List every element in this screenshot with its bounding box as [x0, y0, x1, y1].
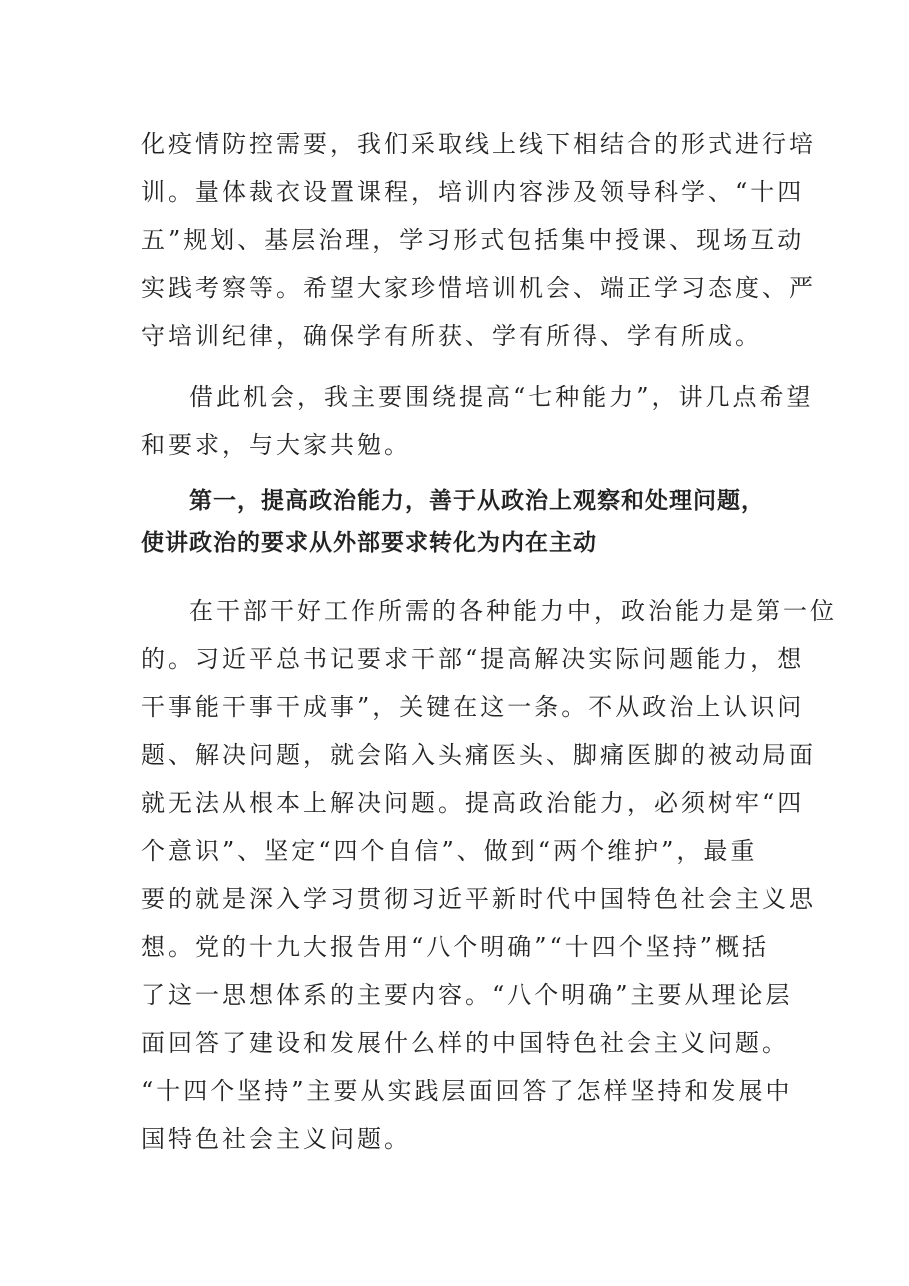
- text-line: 守培训纪律，确保学有所获、学有所得、学有所成。: [141, 322, 762, 350]
- text-line: 个意识”、坚定“四个自信”、做到“两个维护”，最重: [141, 837, 758, 865]
- text-line: 借此机会，我主要围绕提高“七种能力”，讲几点希望: [189, 383, 814, 411]
- paragraph-political-ability: [141, 587, 837, 1163]
- text-line: 化疫情防控需要，我们采取线上线下相结合的形式进行培: [141, 130, 816, 158]
- text-line: 面回答了建设和发展什么样的中国特色社会主义问题。: [141, 1029, 789, 1057]
- text-line: 在干部干好工作所需的各种能力中，政治能力是第一位: [189, 597, 837, 625]
- paragraph-seven-abilities: [141, 373, 814, 469]
- text-line: 干事能干事干成事”，关键在这一条。不从政治上认识问: [141, 693, 805, 721]
- text-line: 国特色社会主义问题。: [141, 1125, 411, 1153]
- text-line: 了这一思想体系的主要内容。“八个明确”主要从理论层: [141, 981, 793, 1009]
- text-line: 训。量体裁衣设置课程，培训内容涉及领导科学、“十四: [141, 178, 805, 206]
- text-line: 的。习近平总书记要求干部“提高解决实际问题能力，想: [141, 645, 805, 673]
- text-line: 要的就是深入学习贯彻习近平新时代中国特色社会主义思: [141, 885, 816, 913]
- text-line: 想。党的十九大报告用“八个明确”“十四个坚持”概括: [141, 933, 770, 961]
- text-line: 就无法从根本上解决问题。提高政治能力，必须树牢“四: [141, 789, 805, 817]
- paragraph-training-format: [141, 120, 816, 360]
- text-line: 和要求，与大家共勉。: [141, 431, 411, 459]
- heading-line: 使讲政治的要求从外部要求转化为内在主动: [141, 530, 597, 556]
- text-line: “十四个坚持”主要从实践层面回答了怎样坚持和发展中: [141, 1077, 793, 1105]
- section-heading-political-ability: [141, 480, 773, 564]
- heading-line: 第一，提高政治能力，善于从政治上观察和处理问题，: [189, 488, 765, 514]
- text-line: 五”规划、基层治理，学习形式包括集中授课、现场互动: [141, 226, 805, 254]
- text-line: 题、解决问题，就会陷入头痛医头、脚痛医脚的被动局面: [141, 741, 816, 769]
- text-line: 实践考察等。希望大家珍惜培训机会、端正学习态度、严: [141, 274, 816, 302]
